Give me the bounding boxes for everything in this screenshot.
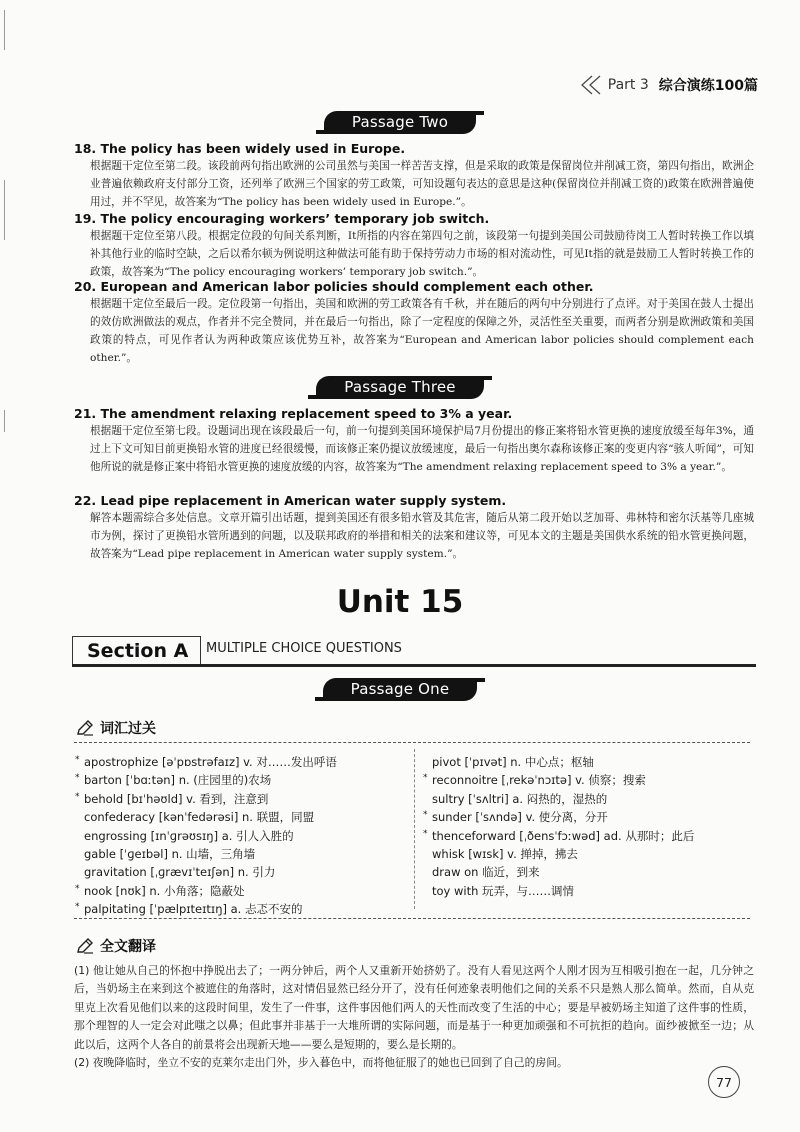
vocab-item — [422, 827, 742, 845]
vocab-entry: draw on 临近，到来 — [432, 865, 540, 880]
answer-item-19 — [74, 210, 754, 281]
vocab-item — [74, 863, 404, 881]
answer-item-21 — [74, 405, 754, 476]
vocab-entry: thenceforward [ˌðensˈfɔːwəd] ad. 从那时；此后 — [432, 828, 695, 843]
vocab-heading-text: 词汇过关 — [100, 721, 156, 737]
header-part: Part 3 — [607, 77, 649, 93]
vocab-entry: whisk [wɪsk] v. 掸掉，拂去 — [432, 846, 578, 861]
pencil-icon — [76, 720, 94, 736]
passage-one-banner: Passage One — [323, 678, 478, 701]
section-label-box — [72, 636, 201, 664]
vocab-divider — [414, 749, 415, 909]
section-label: Section A — [87, 639, 189, 662]
passage-three-banner: Passage Three — [316, 376, 483, 399]
star-mark: * — [75, 773, 80, 784]
question-title: 20. European and American labor policies should complement each other. — [74, 279, 594, 294]
star-mark: * — [423, 828, 428, 839]
vocab-item — [74, 771, 404, 789]
running-header — [578, 74, 758, 96]
vocab-column-right — [422, 753, 742, 900]
vocab-entry: gravitation [ˌɡrævɪˈteɪʃən] n. 引力 — [84, 865, 276, 880]
vocab-item — [74, 827, 404, 845]
vocab-item — [74, 753, 404, 771]
star-mark: * — [423, 773, 428, 784]
vocab-box — [74, 742, 750, 919]
star-mark: * — [75, 755, 80, 765]
translation-heading-text: 全文翻译 — [100, 939, 156, 955]
vocab-entry: apostrophize [əˈpɒstrəfaɪz] v. 对……发出呼语 — [84, 755, 337, 769]
vocab-entry: palpitating [ˈpælpɪteɪtɪŋ] a. 忐忑不安的 — [84, 902, 303, 917]
vocab-item — [422, 753, 742, 771]
page-number: 77 — [708, 1066, 740, 1098]
vocab-item — [74, 845, 404, 863]
section-subtitle: MULTIPLE CHOICE QUESTIONS — [206, 641, 402, 656]
passage-three-banner-wrap — [0, 376, 800, 399]
translation-body — [74, 962, 754, 1072]
vocab-item — [74, 882, 404, 900]
vocab-entry: engrossing [ɪnˈɡrəʊsɪŋ] a. 引人入胜的 — [84, 828, 294, 843]
question-explanation: 根据题干定位至最后一段。定位段第一句指出，美国和欧洲的劳工政策各有千秋，并在随后的两句中分别进行了点评。对于美国在鼓人士提出的效仿欧洲做法的观点，作者并不完全赞同，并在最后一句指出，除了一定程度的保障之外，灵活性至关重要，而两者分别是欧洲政策和美国政策的特点，可见作者认为两种政策应该优势互补，故答案为“European and American labor policies should complement each other.”。 — [90, 298, 754, 364]
vocab-entry: pivot [ˈpɪvət] n. 中心点；枢轴 — [432, 755, 594, 769]
vocab-item — [74, 808, 404, 826]
binding-mark — [4, 410, 5, 432]
answer-item-22 — [74, 492, 754, 563]
vocab-item — [422, 863, 742, 881]
binding-mark — [4, 10, 5, 50]
vocab-heading — [76, 718, 156, 738]
vocab-entry: confederacy [kənˈfedərəsi] n. 联盟，同盟 — [84, 810, 315, 825]
question-title: 18. The policy has been widely used in Europe. — [74, 141, 406, 156]
vocab-entry: toy with 玩弄，与……调情 — [432, 883, 575, 898]
vocab-entry: sultry [ˈsʌltri] a. 闷热的，湿热的 — [432, 791, 608, 806]
question-explanation: 根据题干定位至第七段。设题词出现在该段最后一句，前一句提到美国环境保护局7月份提出的修正案将铅水管更换的速度放缓至每年3%，通过上下文可知目前更换铅水管的进度已经很缓慢，而该修正案仍提议放缓速度，最后一句指出奥尔森称该修正案的变更内容“骇人听闻”，可知他所说的就是修正案中将铅水管更换的速度放缓的内容，故答案为“The amendment relaxing replacement speed to 3% a year.”。 — [90, 425, 754, 473]
question-explanation: 根据题干定位至第八段。根据定位段的句间关系判断，It所指的内容在第四句之前，该段第一句提到美国公司鼓励待岗工人暂时转换工作以填补其他行业的临时空缺，之后以希尔顿为例说明这种做法可能有助于保持劳动力市场的相对流动性，可见It指的就是鼓励工人暂时转换工作的政策，故答案为“The policy encouraging workers’ temporary job switch.”。 — [90, 230, 754, 278]
unit-title: Unit 15 — [336, 584, 464, 620]
question-title: 22. Lead pipe replacement in American water supply system. — [74, 493, 507, 508]
vocab-item — [74, 790, 404, 808]
section-header — [72, 636, 756, 667]
vocab-item — [422, 845, 742, 863]
question-title: 19. The policy encouraging workers’ temporary job switch. — [74, 211, 490, 226]
vocab-entry: gable [ˈɡeɪbəl] n. 山墙，三角墙 — [84, 846, 256, 861]
translation-paragraph: (1) 他让她从自己的怀抱中挣脱出去了；一两分钟后，两个人又重新开始挤奶了。没有人看见这两个人刚才因为互相吸引抱在一起，几分钟之后，当奶场主在来到这个被遮住的角落时，这对情侣显然已经分开了，没有任何迹象表明他们之间的关系不只是熟人那么简单。然而，自从克里克上次看见他们以来的这段时间里，发生了一件事，这件事因他们两人的天性而改变了生活的中心；要是早被奶场主知道了这件事的性质，那个理智的人一定会对此嗤之以鼻；但此事并非基于一大堆所谓的实际问题，而是基于一种更加顽强和不可抗拒的趋向。面纱被掀至一边；从此以后，这两个人各自的前景将会出现新天地——要么是短期的，要么是长期的。 — [74, 964, 754, 1051]
vocab-item — [422, 790, 742, 808]
vocab-entry: nook [nʊk] n. 小角落；隐蔽处 — [84, 883, 245, 898]
vocab-entry: reconnoitre [ˌrekəˈnɔɪtə] v. 侦察；搜索 — [432, 773, 646, 788]
passage-two-banner-wrap — [0, 111, 800, 134]
vocab-item — [74, 900, 404, 918]
translation-heading — [76, 936, 156, 956]
star-mark: * — [75, 883, 80, 894]
vocab-entry: behold [bɪˈhəʊld] v. 看到，注意到 — [84, 791, 269, 806]
answer-item-18 — [74, 140, 754, 211]
vocab-item — [422, 882, 742, 900]
vocab-entry: barton [ˈbɑːtən] n. (庄园里的)农场 — [84, 773, 272, 788]
header-title: 综合演练100篇 — [658, 78, 758, 94]
vocab-column-left — [74, 753, 404, 919]
binding-mark — [4, 180, 5, 240]
chevron-decoration-icon — [578, 74, 604, 96]
star-mark: * — [75, 902, 80, 913]
answer-item-20 — [74, 278, 754, 367]
vocab-entry: sunder [ˈsʌndə] v. 使分离，分开 — [432, 810, 608, 825]
pencil-icon — [76, 938, 94, 954]
passage-two-banner: Passage Two — [324, 111, 476, 134]
passage-one-banner-wrap — [0, 678, 800, 701]
vocab-item — [422, 808, 742, 826]
question-explanation: 根据题干定位至第二段。该段前两句指出欧洲的公司虽然与美国一样苦苦支撑，但是采取的政策是保留岗位并削减工资，第四句指出，欧洲企业普遍依赖政府支付部分工资，还列举了欧洲三个国家的劳工政策，可知设题句表达的意思是这种(保留岗位并削减工资的)政策在欧洲普遍使用过，并不罕见，故答案为“The policy has been widely used in Europe.”。 — [90, 160, 754, 208]
question-explanation: 解答本题需综合多处信息。文章开篇引出话题，提到美国还有很多铅水管及其危害，随后从第二段开始以芝加哥、弗林特和密尔沃基等几座城市为例，探讨了更换铅水管所遇到的问题，以及联邦政府的举措和相关的法案和建议等，可见本文的主题是美国供水系统的铅水管更换问题，故答案为“Lead pipe replacement in American water supply system.”。 — [90, 512, 754, 560]
question-title: 21. The amendment relaxing replacement speed to 3% a year. — [74, 406, 513, 421]
star-mark: * — [75, 791, 80, 802]
star-mark: * — [423, 810, 428, 821]
translation-paragraph: (2) 夜晚降临时，坐立不安的克莱尔走出门外，步入暮色中，而将他征服了的她也已回到了自己的房间。 — [74, 1056, 568, 1070]
vocab-item — [422, 771, 742, 789]
